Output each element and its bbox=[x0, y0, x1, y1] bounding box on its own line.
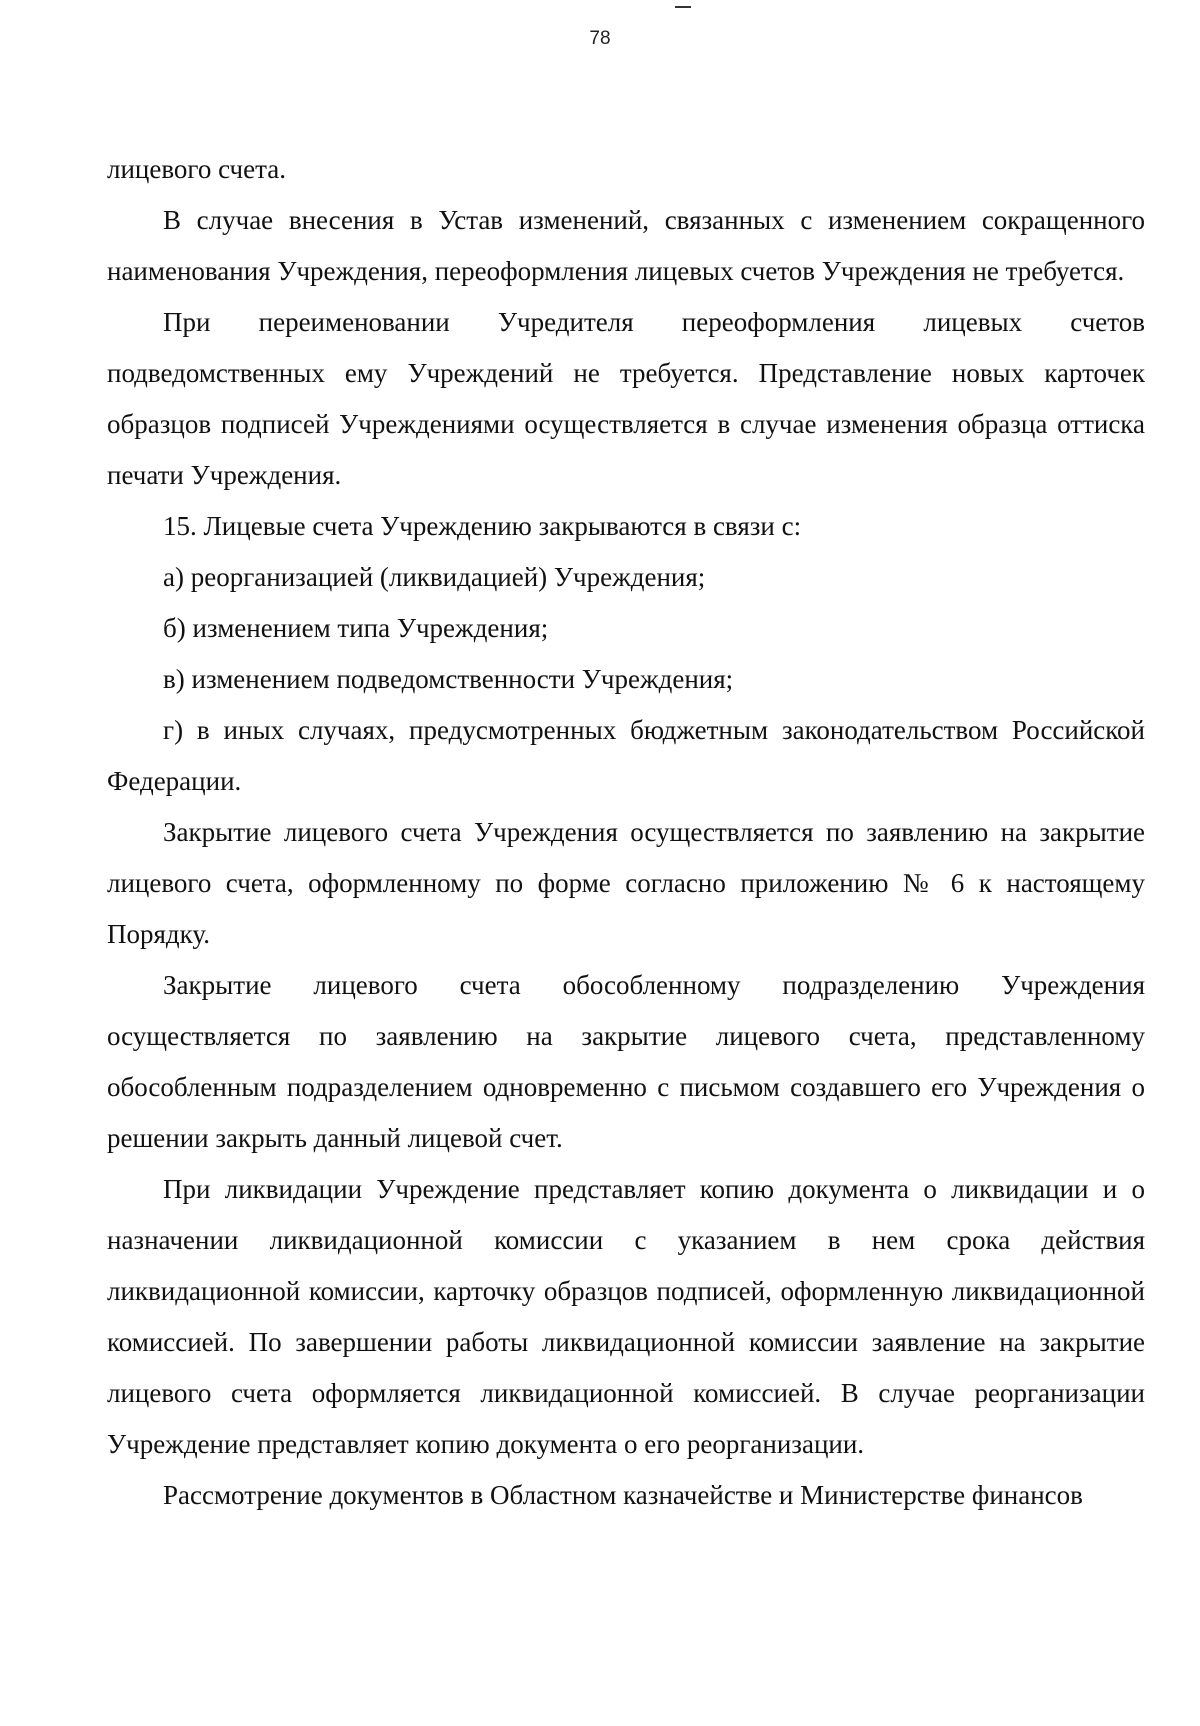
paragraph-continuation: лицевого счета. bbox=[107, 154, 286, 184]
list-item-a: а) реорганизацией (ликвидацией) Учреждения; bbox=[163, 562, 706, 592]
paragraph-item-15: 15. Лицевые счета Учреждению закрываются в связи с: bbox=[163, 511, 802, 541]
list-item-g: г) в иных случаях, предусмотренных бюджетным законодательством Российской Федерации. bbox=[107, 715, 1145, 796]
paragraph-liquidation: При ликвидации Учреждение представляет копию документа о ликвидации и о назначении ликвидационной комиссии с указанием в нем срока действия ликвидационной комиссии, карточку образцов подписей, оформленную ликвидационной комиссией. По завершении работы ликвидационной комиссии заявление на закрытие лицевого счета оформляется ликвидационной комиссией. В случае реорганизации Учреждение представляет копию документа о его реорганизации. bbox=[107, 1174, 1145, 1459]
document-body bbox=[107, 144, 1145, 1521]
list-item-b: б) изменением типа Учреждения; bbox=[163, 613, 549, 643]
paragraph-subdivision-closing: Закрытие лицевого счета обособленному подразделению Учреждения осуществляется по заявлению на закрытие лицевого счета, представленному обособленным подразделением одновременно с письмом создавшего его Учреждения о решении закрыть данный лицевой счет. bbox=[107, 970, 1145, 1153]
paragraph-documents-review: Рассмотрение документов в Областном казначействе и Министерстве финансов bbox=[163, 1480, 1083, 1510]
list-item-v: в) изменением подведомственности Учреждения; bbox=[163, 664, 734, 694]
paragraph-charter-changes: В случае внесения в Устав изменений, связанных с изменением сокращенного наименования Учреждения, переоформления лицевых счетов Учреждения не требуется. bbox=[107, 205, 1145, 286]
paragraph-account-closing: Закрытие лицевого счета Учреждения осуществляется по заявлению на закрытие лицевого счета, оформленному по форме согласно приложению № 6 к настоящему Порядку. bbox=[107, 817, 1145, 949]
paragraph-founder-renaming: При переименовании Учредителя переоформления лицевых счетов подведомственных ему Учреждений не требуется. Представление новых карточек образцов подписей Учреждениями осуществляется в случае изменения образца оттиска печати Учреждения. bbox=[107, 307, 1145, 490]
scan-artifact-mark bbox=[675, 6, 691, 8]
page-number: 78 bbox=[589, 28, 611, 49]
